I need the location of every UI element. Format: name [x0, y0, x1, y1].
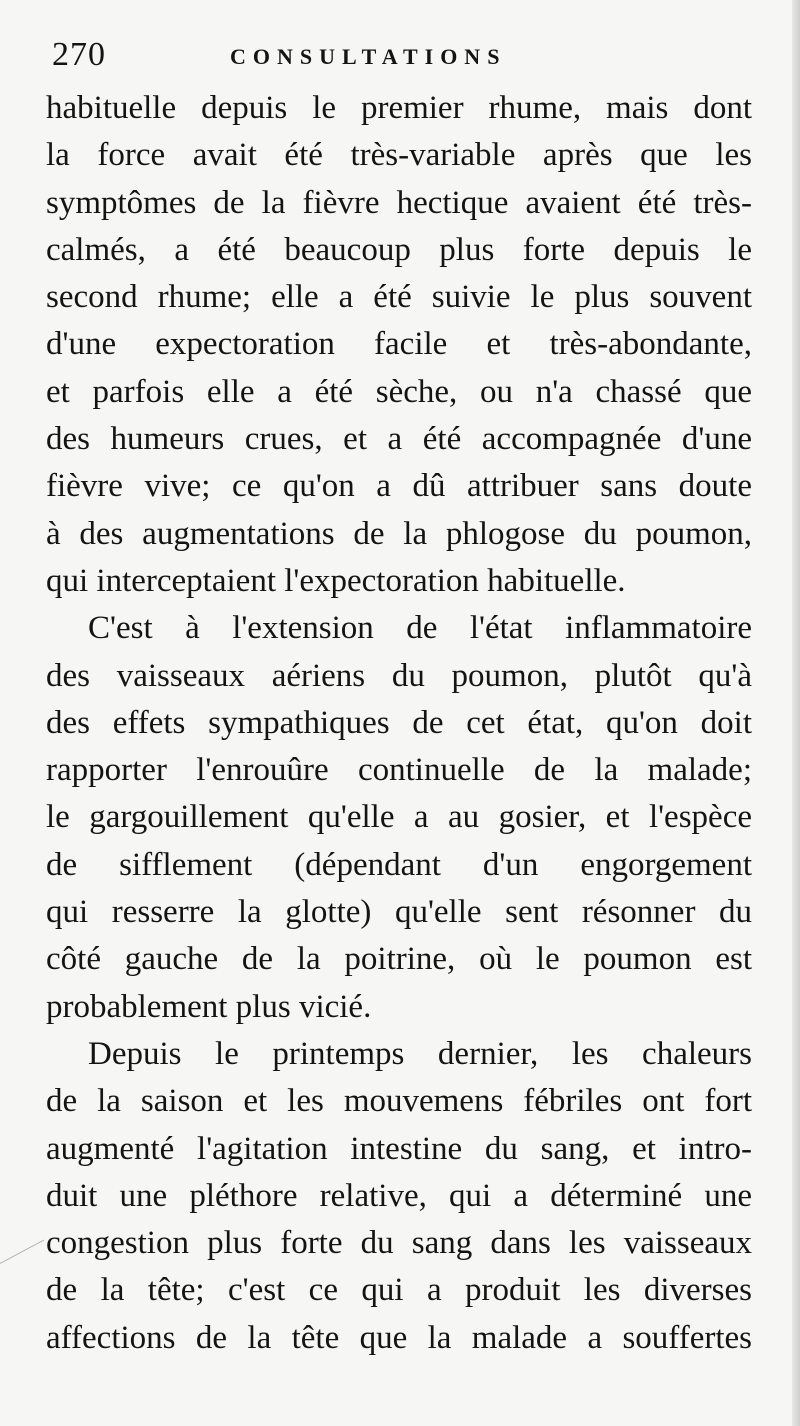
running-head: CONSULTATIONS: [230, 44, 507, 69]
text-line: qui resserre la glotte) qu'elle sent résonner du: [46, 894, 752, 931]
text-line: des effets sympathiques de cet état, qu'on doit: [46, 704, 752, 741]
text-line: côté gauche de la poitrine, où le poumon est: [46, 941, 752, 978]
text-line: symptômes de la fièvre hectique avaient été très-: [46, 184, 752, 221]
text-line: de la tête; c'est ce qui a produit les diverses: [46, 1272, 752, 1309]
text-line: C'est à l'extension de l'état inflammatoire: [88, 610, 752, 647]
text-line: duit une pléthore relative, qui a déterminé une: [46, 1177, 752, 1214]
text-line: rapporter l'enrouûre continuelle de la malade;: [46, 752, 752, 789]
text-line: de la saison et les mouvemens fébriles ont fort: [46, 1083, 752, 1120]
text-line: calmés, a été beaucoup plus forte depuis le: [46, 231, 752, 268]
text-line: congestion plus forte du sang dans les vaisseaux: [46, 1225, 752, 1262]
text-line: le gargouillement qu'elle a au gosier, et l'espèce: [46, 799, 752, 836]
text-line: second rhume; elle a été suivie le plus souvent: [46, 279, 752, 316]
page-header: [52, 36, 750, 86]
text-line: à des augmentations de la phlogose du poumon,: [46, 515, 752, 552]
text-line: augmenté l'agitation intestine du sang, et intro-: [46, 1130, 752, 1167]
text-line: de sifflement (dépendant d'un engorgement: [46, 846, 752, 883]
text-line: affections de la tête que la malade a souffertes: [46, 1319, 752, 1356]
text-line: habituelle depuis le premier rhume, mais dont: [46, 90, 752, 126]
body-text: [46, 85, 752, 1362]
text-line: des vaisseaux aériens du poumon, plutôt qu'à: [46, 657, 752, 694]
text-line: fièvre vive; ce qu'on a dû attribuer sans doute: [46, 468, 752, 505]
text-line: Depuis le printemps dernier, les chaleurs: [88, 1035, 752, 1072]
page-number: 270: [52, 36, 106, 73]
text-line: d'une expectoration facile et très-abondante,: [46, 326, 752, 363]
text-line: des humeurs crues, et a été accompagnée d'une: [46, 421, 752, 458]
text-line: qui interceptaient l'expectoration habituelle.: [46, 562, 626, 599]
text-line: la force avait été très-variable après que les: [46, 137, 752, 174]
text-line: et parfois elle a été sèche, ou n'a chassé que: [46, 373, 752, 410]
page-edge: [792, 0, 800, 1426]
text-line: probablement plus vicié.: [46, 988, 372, 1025]
